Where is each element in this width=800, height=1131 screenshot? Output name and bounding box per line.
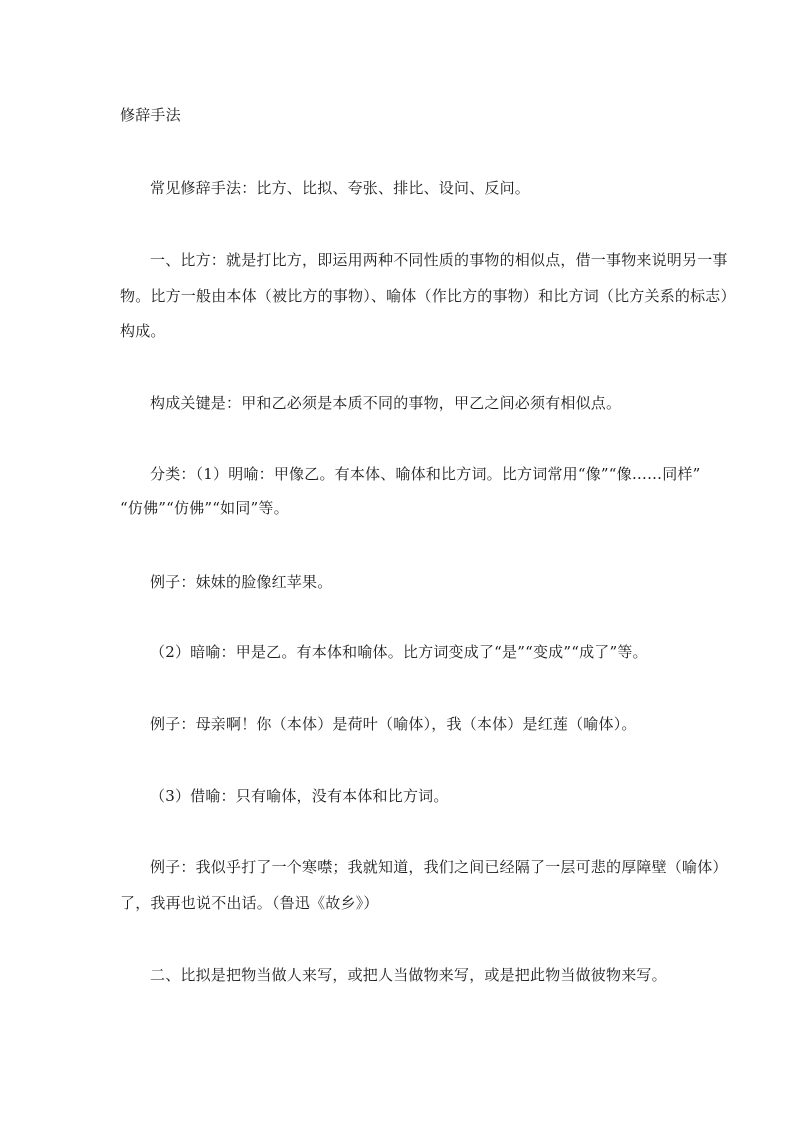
example1: 例子：妹妹的脸像红苹果。: [150, 573, 333, 591]
intro-paragraph: 常见修辞手法：比方、比拟、夸张、排比、设问、反问。: [150, 179, 531, 197]
section1-line3: 构成。: [120, 322, 166, 340]
borrowed-paragraph: （3）借喻：只有喻体，没有本体和比方词。: [150, 787, 449, 805]
section1-line2: 物。比方一般由本体（被比方的事物）、喻体（作比方的事物）和比方词（比方关系的标志）: [120, 287, 736, 305]
metaphor-paragraph: （2）暗喻：甲是乙。有本体和喻体。比方词变成了“是”“变成”“成了”等。: [150, 643, 648, 661]
example3-line2: 了，我再也说不出话。（鲁迅《故乡》）: [120, 894, 379, 912]
example3-line1: 例子：我似乎打了一个寒噤；我就知道，我们之间已经隔了一层可悲的厚障壁（喻体）: [150, 858, 728, 876]
example2: 例子：母亲啊！你（本体）是荷叶（喻体），我（本体）是红莲（喻体）。: [150, 715, 637, 733]
section2-paragraph: 二、比拟是把物当做人来写，或把人当做物来写，或是把此物当做彼物来写。: [150, 966, 667, 984]
key-paragraph: 构成关键是：甲和乙必须是本质不同的事物，甲乙之间必须有相似点。: [150, 394, 622, 412]
document-title: 修辞手法: [120, 106, 181, 124]
section1-line1: 一、比方：就是打比方，即运用两种不同性质的事物的相似点，借一事物来说明另一事: [150, 251, 728, 269]
classification-line2: “仿佛”“仿佛”“如同”等。: [120, 499, 289, 517]
classification-line1: 分类：（1）明喻：甲像乙。有本体、喻体和比方词。比方词常用“像”“像……同样”: [150, 465, 701, 483]
